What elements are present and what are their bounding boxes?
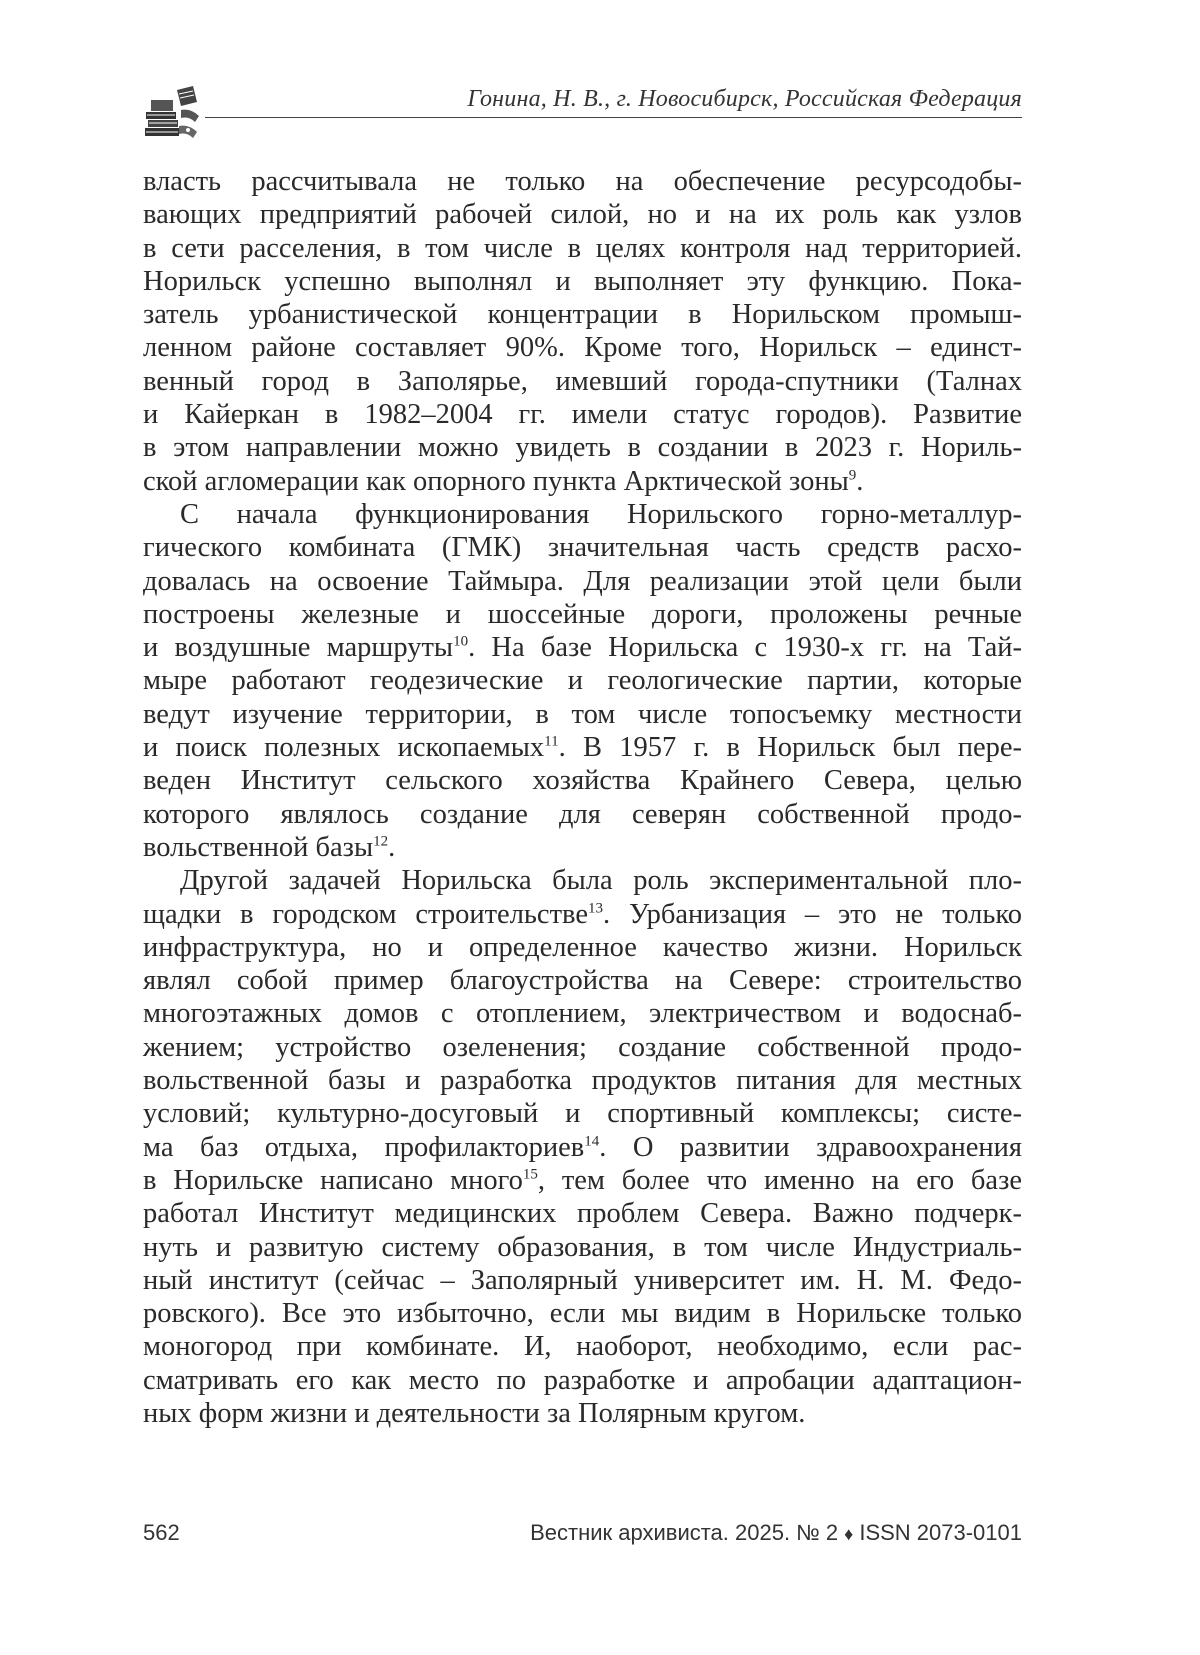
text-line: работал Институт медицинских проблем Севера. Важно подчерк- xyxy=(143,1198,1022,1230)
text-line xyxy=(143,898,1022,931)
text-line: ровского). Все это избыточно, если мы видим в Норильске только xyxy=(143,1298,1022,1330)
text-span: . В 1957 г. в Норильск был пере- xyxy=(558,732,1023,764)
text-span: . О развитии здравоохранения xyxy=(599,1131,1022,1163)
text-line: ведут изучение территории, в том числе топосъемку местности xyxy=(143,698,1022,730)
text-line: Другой задачей Норильска была роль экспериментальной пло- xyxy=(180,865,1022,897)
text-line: вающих предприятий рабочей силой, но и на их роль как узлов xyxy=(143,199,1022,231)
text-line: венный город в Заполярье, имевший города-спутники (Талнах xyxy=(143,365,1022,397)
issn: ISSN 2073-0101 xyxy=(859,1520,1022,1545)
footnote-ref-10[interactable]: 10 xyxy=(453,633,469,650)
page-number: 562 xyxy=(143,1520,180,1545)
article-body xyxy=(143,165,1022,1430)
text-line: построены железные и шоссейные дороги, проложены речные xyxy=(143,598,1022,630)
journal-title: Вестник архивиста. 2025. № 2 xyxy=(530,1520,839,1545)
text-line: ленном районе составляет 90%. Кроме того, Норильск – единст- xyxy=(143,332,1022,364)
text-line: довалась на освоение Таймыра. Для реализации этой цели были xyxy=(143,565,1022,597)
text-span: . На базе Норильска с 1930-х гг. на Тай- xyxy=(468,632,1022,664)
text-span: . xyxy=(388,831,396,863)
text-span: и поиск полезных ископаемых xyxy=(143,732,545,764)
footnote-ref-9[interactable]: 9 xyxy=(848,467,857,484)
text-line: условий; культурно-досуговый и спортивный комплексы; систе- xyxy=(143,1098,1022,1130)
text-line: затель урбанистической концентрации в Норильском промыш- xyxy=(143,299,1022,331)
text-span: . xyxy=(856,465,864,497)
header-rule xyxy=(205,117,1022,118)
text-line: вольственной базы и разработка продуктов питания для местных xyxy=(143,1065,1022,1097)
footnote-ref-15[interactable]: 15 xyxy=(522,1166,538,1183)
text-line xyxy=(143,731,1022,764)
text-span: , тем более что именно на его базе xyxy=(537,1164,1022,1196)
journal-info xyxy=(530,1520,1022,1546)
text-span: вольственной базы xyxy=(143,831,374,863)
text-span: щадки в городском строительстве xyxy=(143,898,588,930)
text-line: которого являлось создание для северян собственной продо- xyxy=(143,798,1022,830)
paragraph-3 xyxy=(143,864,1022,1430)
text-line xyxy=(143,1164,1022,1197)
text-span: в Норильске написано много xyxy=(143,1164,523,1196)
paragraph-1 xyxy=(143,165,1022,498)
text-line: в сети расселения, в том числе в целях контроля над территорией. xyxy=(143,232,1022,264)
text-line xyxy=(143,1131,1022,1164)
text-line: и Кайеркан в 1982–2004 гг. имели статус городов). Развитие xyxy=(143,399,1022,431)
text-line: ный институт (сейчас – Заполярный университет им. Н. М. Федо- xyxy=(143,1264,1022,1296)
text-line: Норильск успешно выполнял и выполняет эту функцию. Пока- xyxy=(143,265,1022,297)
text-line: жением; устройство озеленения; создание собственной продо- xyxy=(143,1031,1022,1063)
text-line: многоэтажных домов с отоплением, электричеством и водоснаб- xyxy=(143,998,1022,1030)
footnote-ref-12[interactable]: 12 xyxy=(373,833,389,850)
text-line: моногород при комбинате. И, наоборот, необходимо, если рас- xyxy=(143,1331,1022,1363)
text-span: и воздушные маршруты xyxy=(143,632,454,664)
text-span: . Урбанизация – это не только xyxy=(602,898,1022,930)
text-span: ма баз отдыха, профилакториев xyxy=(143,1131,585,1163)
archive-books-icon xyxy=(143,82,203,144)
footnote-ref-14[interactable]: 14 xyxy=(584,1133,600,1150)
text-line: инфраструктура, но и определенное качество жизни. Норильск xyxy=(143,931,1022,963)
text-line: являл собой пример благоустройства на Севере: строительство xyxy=(143,965,1022,997)
running-head: Гонина, Н. В., г. Новосибирск, Российская Федерация xyxy=(467,86,1022,112)
text-line: веден Институт сельского хозяйства Крайнего Севера, целью xyxy=(143,765,1022,797)
text-line: мыре работают геодезические и геологические партии, которые xyxy=(143,665,1022,697)
text-line: власть рассчитывала не только на обеспечение ресурсодобы- xyxy=(143,166,1022,197)
text-line: нуть и развитую систему образования, в том числе Индустриаль- xyxy=(143,1231,1022,1263)
footnote-ref-13[interactable]: 13 xyxy=(587,900,603,917)
text-line xyxy=(143,631,1022,664)
text-line: ных форм жизни и деятельности за Полярным кругом. xyxy=(143,1397,806,1429)
text-line xyxy=(143,831,1022,864)
diamond-separator-icon: ♦ xyxy=(844,1524,854,1544)
text-line: С начала функционирования Норильского горно-металлур- xyxy=(180,498,1022,530)
text-line: в этом направлении можно увидеть в создании в 2023 г. Нориль- xyxy=(143,432,1022,464)
paragraph-2 xyxy=(143,498,1022,864)
text-span: ской агломерации как опорного пункта Арктической зоны xyxy=(143,465,849,497)
text-line xyxy=(143,465,1022,498)
text-line: гического комбината (ГМК) значительная часть средств расхо- xyxy=(143,532,1022,564)
footnote-ref-11[interactable]: 11 xyxy=(544,733,559,750)
text-line: сматривать его как место по разработке и апробации адаптацион- xyxy=(143,1364,1022,1396)
